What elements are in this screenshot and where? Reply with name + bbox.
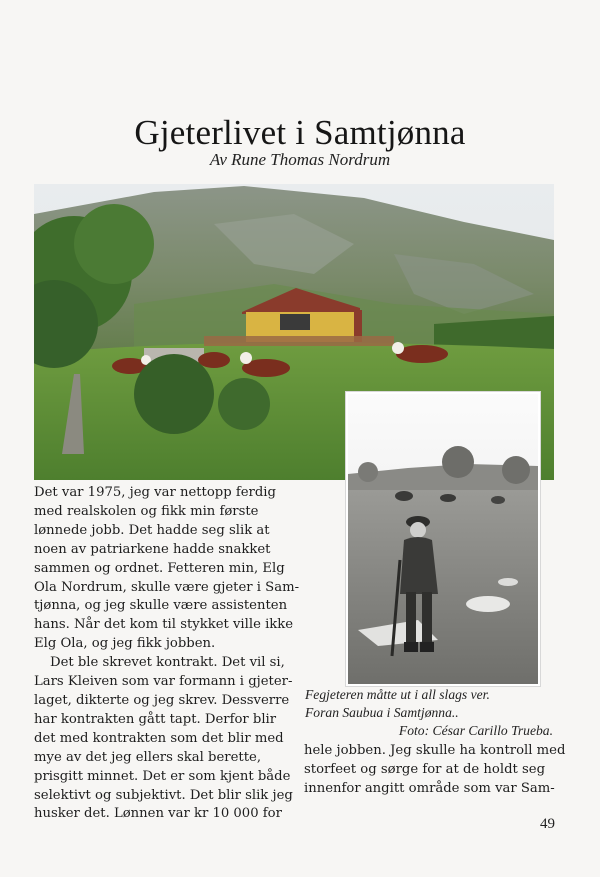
- body-text-line: selektivt og subjektivt. Det blir slik jeg: [34, 787, 293, 803]
- body-text-line: det med kontrakten som det blir med: [34, 730, 284, 746]
- body-text-left-column: [34, 484, 304, 824]
- body-text-line: Elg Ola, og jeg fikk jobben.: [34, 636, 216, 652]
- body-text-line: hele jobben. Jeg skulle ha kontroll med: [304, 743, 566, 758]
- article-title: Gjeterlivet i Samtjønna: [134, 113, 466, 153]
- body-text-line: Lars Kleiven som var formann i gjeter-: [34, 674, 293, 690]
- photo-credit: Foto: César Carillo Trueba.: [398, 723, 553, 738]
- article-byline: Av Rune Thomas Nordrum: [209, 150, 391, 169]
- inset-photo-graphic: [348, 394, 538, 684]
- inset-photo: [346, 392, 540, 686]
- body-text-line: mye av det jeg ellers skal berette,: [34, 749, 262, 765]
- body-text-line: Det ble skrevet kontrakt. Det vil si,: [50, 655, 285, 671]
- body-text-line: laget, dikterte og jeg skrev. Dessverre: [34, 692, 290, 708]
- body-text-line: Ola Nordrum, skulle være gjeter i Sam-: [34, 579, 300, 595]
- page-number: 49: [540, 816, 555, 832]
- photo-caption: [305, 686, 555, 740]
- body-text-line: prisgitt minnet. Det er som kjent både: [34, 768, 291, 784]
- caption-line-2: Foran Saubua i Samtjønna..: [305, 705, 459, 720]
- body-text-line: tjønna, og jeg skulle være assistenten: [34, 598, 288, 614]
- body-text-line: har kontrakten gått tapt. Derfor blir: [34, 711, 277, 727]
- body-text-line: sammen og ordnet. Fetteren min, Elg: [34, 560, 285, 576]
- body-text-line: noen av patriarkene hadde snakket: [34, 541, 271, 557]
- body-text-line: lønnede jobb. Det hadde seg slik at: [34, 522, 270, 538]
- body-text-right-column: [304, 742, 574, 799]
- body-text-line: hans. Når det kom til stykket ville ikke: [34, 617, 294, 633]
- body-text-line: storfeet og sørge for at de holdt seg: [304, 761, 546, 777]
- body-text-line: husker det. Lønnen var kr 10 000 for: [34, 806, 282, 822]
- body-text-line: med realskolen og fikk min første: [34, 503, 259, 519]
- body-text-line: innenfor angitt område som var Sam-: [304, 780, 555, 796]
- caption-line-1: Fegjeteren måtte ut i all slags ver.: [305, 687, 490, 702]
- body-text-line: Det var 1975, jeg var nettopp ferdig: [34, 485, 276, 500]
